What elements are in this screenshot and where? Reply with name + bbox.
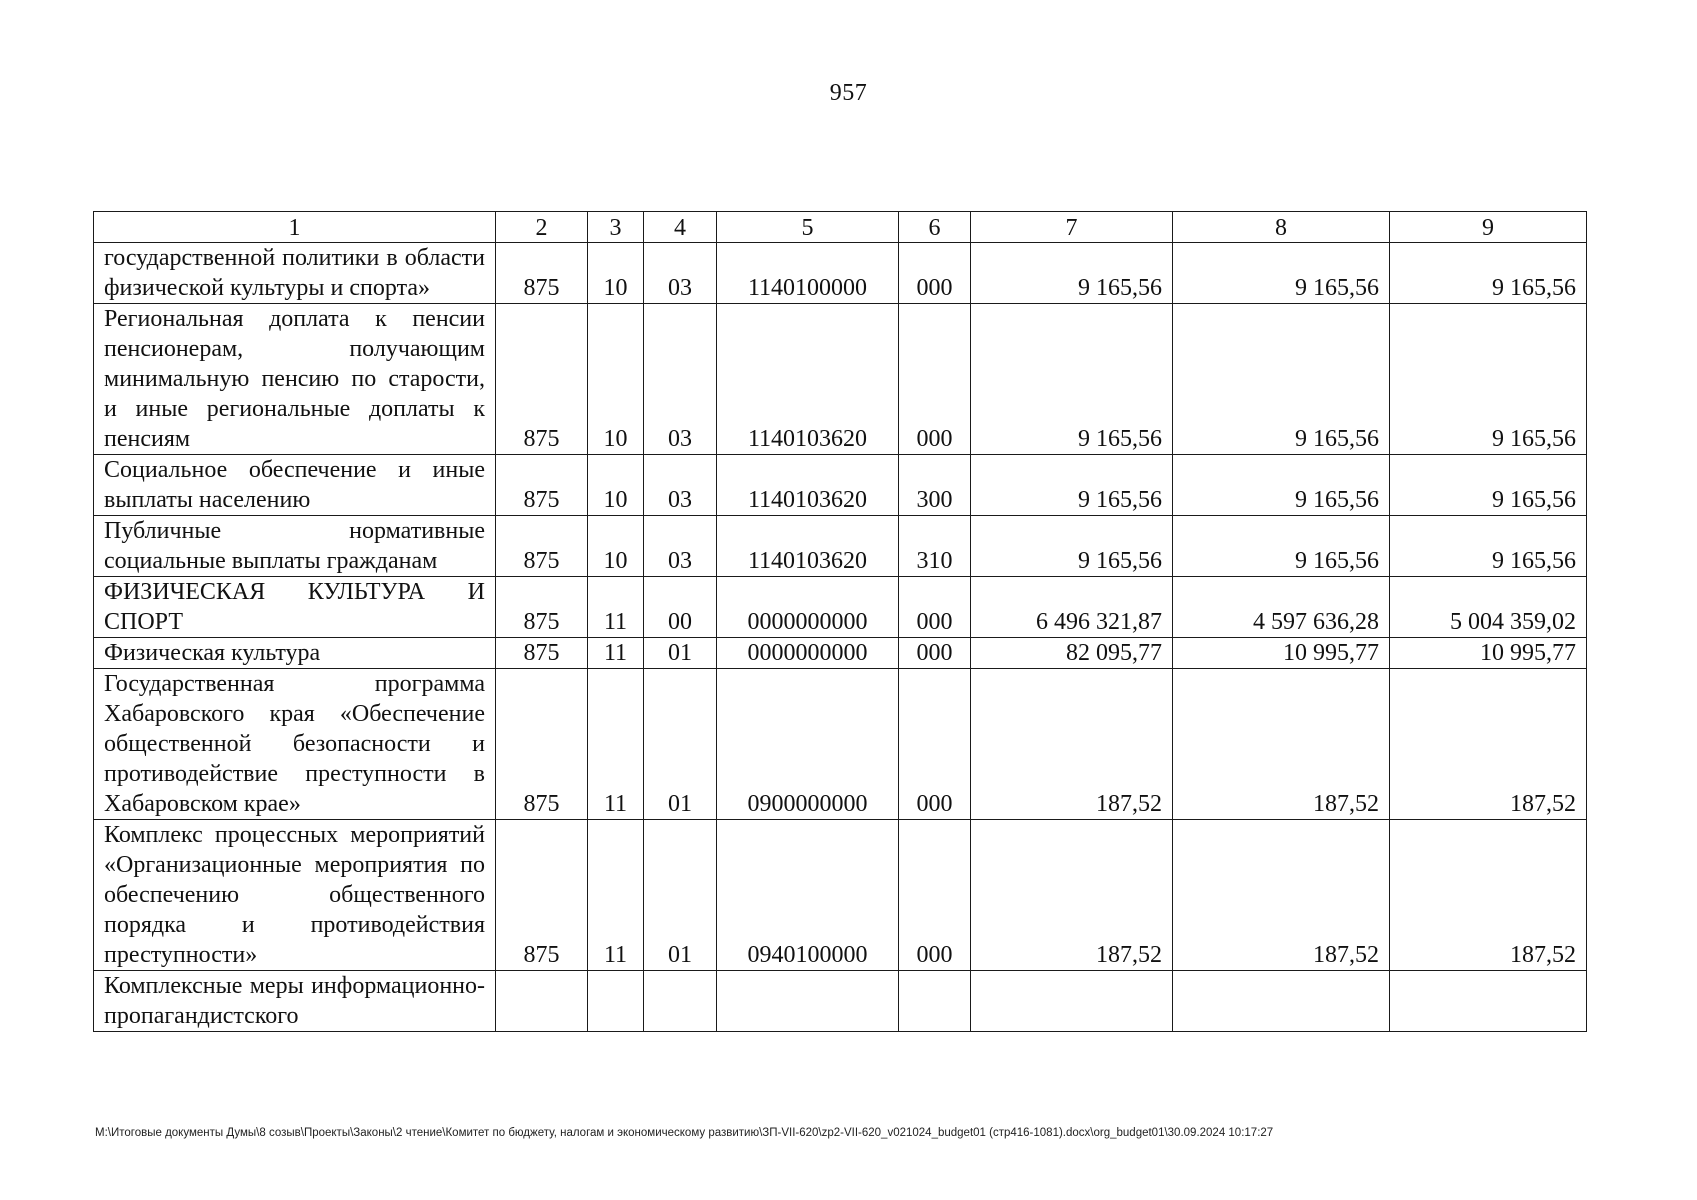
subsection-cell: 03 [644, 516, 717, 577]
column-header: 5 [717, 212, 899, 243]
row-name-cell: государственной политики в области физической культуры и спорта» [94, 243, 496, 304]
amount-cell: 10 995,77 [1173, 638, 1390, 669]
code-cell: 875 [496, 516, 588, 577]
amount-cell: 9 165,56 [971, 455, 1173, 516]
amount-cell [1390, 971, 1587, 1032]
table-row [94, 304, 1587, 455]
amount-cell: 9 165,56 [1173, 304, 1390, 455]
target-article-cell: 1140100000 [717, 243, 899, 304]
column-header: 9 [1390, 212, 1587, 243]
code-cell: 875 [496, 638, 588, 669]
amount-cell: 187,52 [1390, 820, 1587, 971]
amount-cell: 9 165,56 [1173, 516, 1390, 577]
row-name-cell: ФИЗИЧЕСКАЯ КУЛЬТУРА И СПОРТ [94, 577, 496, 638]
amount-cell: 187,52 [1173, 820, 1390, 971]
section-cell: 10 [588, 243, 644, 304]
amount-cell: 4 597 636,28 [1173, 577, 1390, 638]
section-cell: 10 [588, 304, 644, 455]
budget-table [93, 211, 1587, 1032]
table-row [94, 638, 1587, 669]
row-name-cell: Региональная доплата к пенсии пенсионерам, получающим минимальную пенсию по старости, и иные региональные доплаты к пенсиям [94, 304, 496, 455]
column-header: 1 [94, 212, 496, 243]
table-row [94, 577, 1587, 638]
amount-cell: 9 165,56 [971, 243, 1173, 304]
subsection-cell: 03 [644, 455, 717, 516]
amount-cell: 9 165,56 [1390, 455, 1587, 516]
amount-cell [971, 971, 1173, 1032]
row-name-cell: Комплекс процессных мероприятий «Организационные мероприятия по обеспечению общественного порядка и противодействия преступности» [94, 820, 496, 971]
section-cell: 10 [588, 455, 644, 516]
code-cell: 875 [496, 243, 588, 304]
target-article-cell: 0000000000 [717, 577, 899, 638]
amount-cell: 9 165,56 [971, 516, 1173, 577]
expense-type-cell [899, 971, 971, 1032]
row-name-cell: Социальное обеспечение и иные выплаты населению [94, 455, 496, 516]
subsection-cell: 00 [644, 577, 717, 638]
expense-type-cell: 000 [899, 820, 971, 971]
subsection-cell: 01 [644, 638, 717, 669]
row-name-cell: Публичные нормативные социальные выплаты гражданам [94, 516, 496, 577]
code-cell: 875 [496, 577, 588, 638]
section-cell: 10 [588, 516, 644, 577]
table-row [94, 820, 1587, 971]
expense-type-cell: 000 [899, 577, 971, 638]
code-cell: 875 [496, 669, 588, 820]
table-row [94, 669, 1587, 820]
column-header: 6 [899, 212, 971, 243]
amount-cell: 82 095,77 [971, 638, 1173, 669]
expense-type-cell: 310 [899, 516, 971, 577]
amount-cell: 10 995,77 [1390, 638, 1587, 669]
table-row [94, 243, 1587, 304]
column-header: 8 [1173, 212, 1390, 243]
section-cell: 11 [588, 577, 644, 638]
page-number: 957 [829, 80, 868, 106]
subsection-cell: 01 [644, 669, 717, 820]
section-cell: 11 [588, 638, 644, 669]
amount-cell: 9 165,56 [971, 304, 1173, 455]
amount-cell: 187,52 [1173, 669, 1390, 820]
column-header: 4 [644, 212, 717, 243]
amount-cell: 9 165,56 [1173, 243, 1390, 304]
expense-type-cell: 000 [899, 638, 971, 669]
expense-type-cell: 300 [899, 455, 971, 516]
target-article-cell: 1140103620 [717, 304, 899, 455]
target-article-cell: 1140103620 [717, 455, 899, 516]
amount-cell: 9 165,56 [1390, 243, 1587, 304]
amount-cell [1173, 971, 1390, 1032]
section-cell: 11 [588, 669, 644, 820]
column-header: 2 [496, 212, 588, 243]
subsection-cell: 03 [644, 304, 717, 455]
amount-cell: 5 004 359,02 [1390, 577, 1587, 638]
code-cell: 875 [496, 304, 588, 455]
code-cell [496, 971, 588, 1032]
row-name-cell: Комплексные меры информационно-пропагандистского [94, 971, 496, 1032]
subsection-cell: 03 [644, 243, 717, 304]
subsection-cell: 01 [644, 820, 717, 971]
table-row [94, 516, 1587, 577]
row-name-cell: Физическая культура [94, 638, 496, 669]
document-file-path: М:\Итоговые документы Думы\8 созыв\Проекты\Законы\2 чтение\Комитет по бюджету, налогам и экономическому развитию\ЗП-VII-620\zp2-VII-620_v021024_budget01 (стр416-1081).docx\org_budget01\30.09.2024 10:17:27 [95, 1127, 1274, 1139]
section-cell: 11 [588, 820, 644, 971]
target-article-cell: 0940100000 [717, 820, 899, 971]
amount-cell: 187,52 [971, 669, 1173, 820]
expense-type-cell: 000 [899, 243, 971, 304]
code-cell: 875 [496, 820, 588, 971]
subsection-cell [644, 971, 717, 1032]
amount-cell: 187,52 [1390, 669, 1587, 820]
amount-cell: 9 165,56 [1173, 455, 1390, 516]
column-header: 7 [971, 212, 1173, 243]
amount-cell: 9 165,56 [1390, 304, 1587, 455]
table-row [94, 455, 1587, 516]
target-article-cell: 1140103620 [717, 516, 899, 577]
code-cell: 875 [496, 455, 588, 516]
expense-type-cell: 000 [899, 304, 971, 455]
amount-cell: 187,52 [971, 820, 1173, 971]
target-article-cell [717, 971, 899, 1032]
amount-cell: 9 165,56 [1390, 516, 1587, 577]
expense-type-cell: 000 [899, 669, 971, 820]
amount-cell: 6 496 321,87 [971, 577, 1173, 638]
row-name-cell: Государственная программа Хабаровского края «Обеспечение общественной безопасности и противодействие преступности в Хабаровском крае» [94, 669, 496, 820]
column-header: 3 [588, 212, 644, 243]
target-article-cell: 0900000000 [717, 669, 899, 820]
target-article-cell: 0000000000 [717, 638, 899, 669]
section-cell [588, 971, 644, 1032]
table-row [94, 971, 1587, 1032]
table-header-row [94, 212, 1587, 243]
